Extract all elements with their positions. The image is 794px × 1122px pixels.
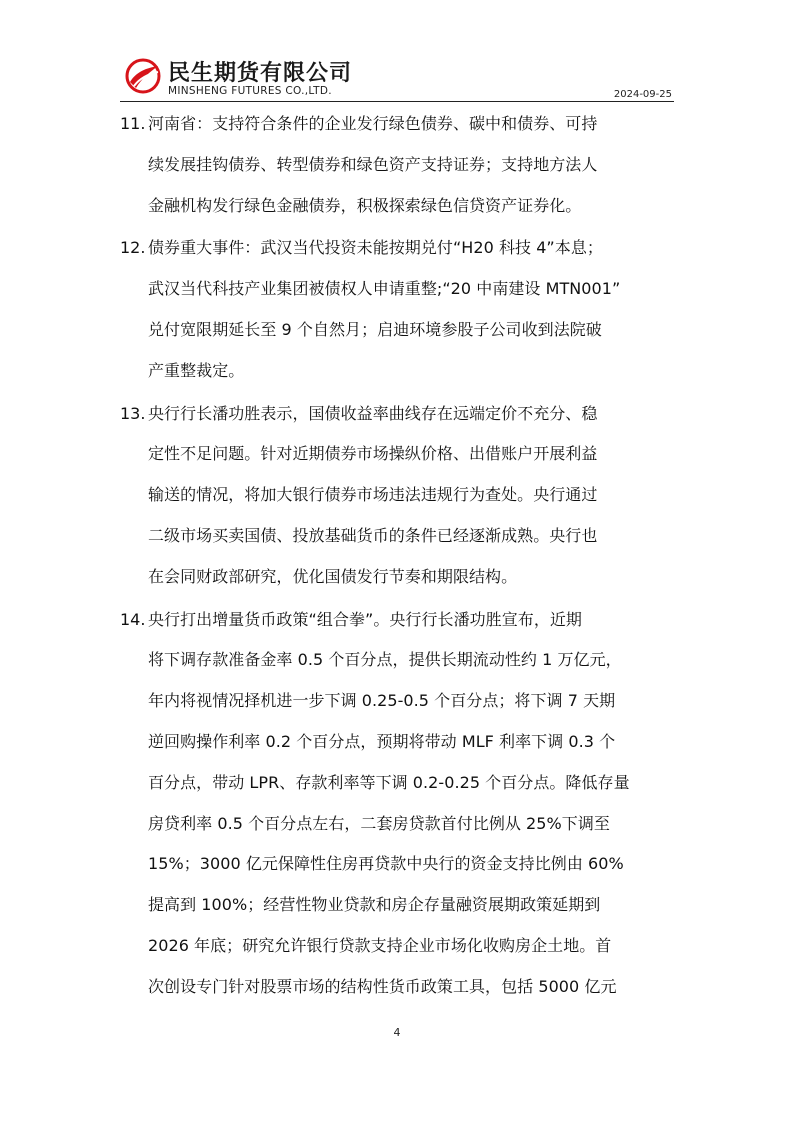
paragraph-line: 输送的情况，将加大银行债券市场违法违规行为查处。央行通过 [148, 485, 598, 505]
document-body [120, 104, 680, 1010]
minsheng-logo-icon [124, 58, 162, 94]
page-header [120, 52, 674, 102]
paragraph-line: 武汉当代科技产业集团被债权人申请重整;“20 中南建设 MTN001” [148, 279, 621, 299]
paragraph-line: 百分点，带动 LPR、存款利率等下调 0.2-0.25 个百分点。降低存量 [148, 772, 630, 792]
paragraph-line: 债券重大事件：武汉当代投资未能按期兑付“H20 科技 4”本息； [148, 238, 603, 258]
list-item-number: 14. [120, 609, 146, 629]
paragraph-line: 续发展挂钩债券、转型债券和绿色资产支持证券；支持地方法人 [148, 154, 598, 174]
paragraph-line: 次创设专门针对股票市场的结构性货币政策工具，包括 5000 亿元 [148, 976, 617, 996]
header-divider [120, 101, 674, 102]
paragraph-line: 年内将视情况择机进一步下调 0.25-0.5 个百分点；将下调 7 天期 [148, 691, 616, 711]
paragraph-line: 央行打出增量货币政策“组合拳”。央行行长潘功胜宣布，近期 [148, 609, 582, 629]
paragraph-line: 在会同财政部研究，优化国债发行节奏和期限结构。 [148, 566, 518, 586]
report-date: 2024-09-25 [613, 89, 672, 100]
page-number: 4 [393, 1026, 401, 1039]
paragraph-line: 二级市场买卖国债、投放基础货币的条件已经逐渐成熟。央行也 [148, 525, 598, 545]
paragraph-line: 央行行长潘功胜表示，国债收益率曲线存在远端定价不充分、稳 [148, 403, 598, 423]
brand-name-cn: 民生期货有限公司 [168, 61, 353, 86]
paragraph-line: 将下调存款准备金率 0.5 个百分点，提供长期流动性约 1 万亿元， [148, 650, 622, 670]
paragraph-line: 产重整裁定。 [148, 360, 245, 380]
paragraph-line: 逆回购操作利率 0.2 个百分点，预期将带动 MLF 利率下调 0.3 个 [148, 731, 616, 751]
paragraph-line: 15%；3000 亿元保障性住房再贷款中央行的资金支持比例由 60% [148, 854, 624, 874]
paragraph-line: 兑付宽限期延长至 9 个自然月；启迪环境参股子公司收到法院破 [148, 319, 602, 339]
list-item [120, 394, 680, 598]
paragraph-line: 金融机构发行绿色金融债券，积极探索绿色信贷资产证券化。 [148, 195, 582, 215]
list-item [120, 600, 680, 1008]
paragraph-line: 定性不足问题。针对近期债券市场操纵价格、出借账户开展利益 [148, 444, 598, 464]
brand-name-en: MINSHENG FUTURES CO.,LTD. [168, 85, 332, 97]
list-item [120, 104, 680, 226]
paragraph-line: 提高到 100%；经营性物业贷款和房企存量融资展期政策延期到 [148, 895, 601, 915]
list-item-number: 11. [120, 114, 146, 133]
list-item-number: 13. [120, 403, 146, 423]
paragraph-line: 2026 年底；研究允许银行贷款支持企业市场化收购房企土地。首 [148, 935, 612, 955]
paragraph-line: 河南省：支持符合条件的企业发行绿色债券、碳中和债券、可持 [148, 114, 598, 133]
list-item-number: 12. [120, 238, 146, 258]
list-item [120, 228, 680, 391]
paragraph-line: 房贷利率 0.5 个百分点左右，二套房贷款首付比例从 25%下调至 [148, 813, 610, 833]
